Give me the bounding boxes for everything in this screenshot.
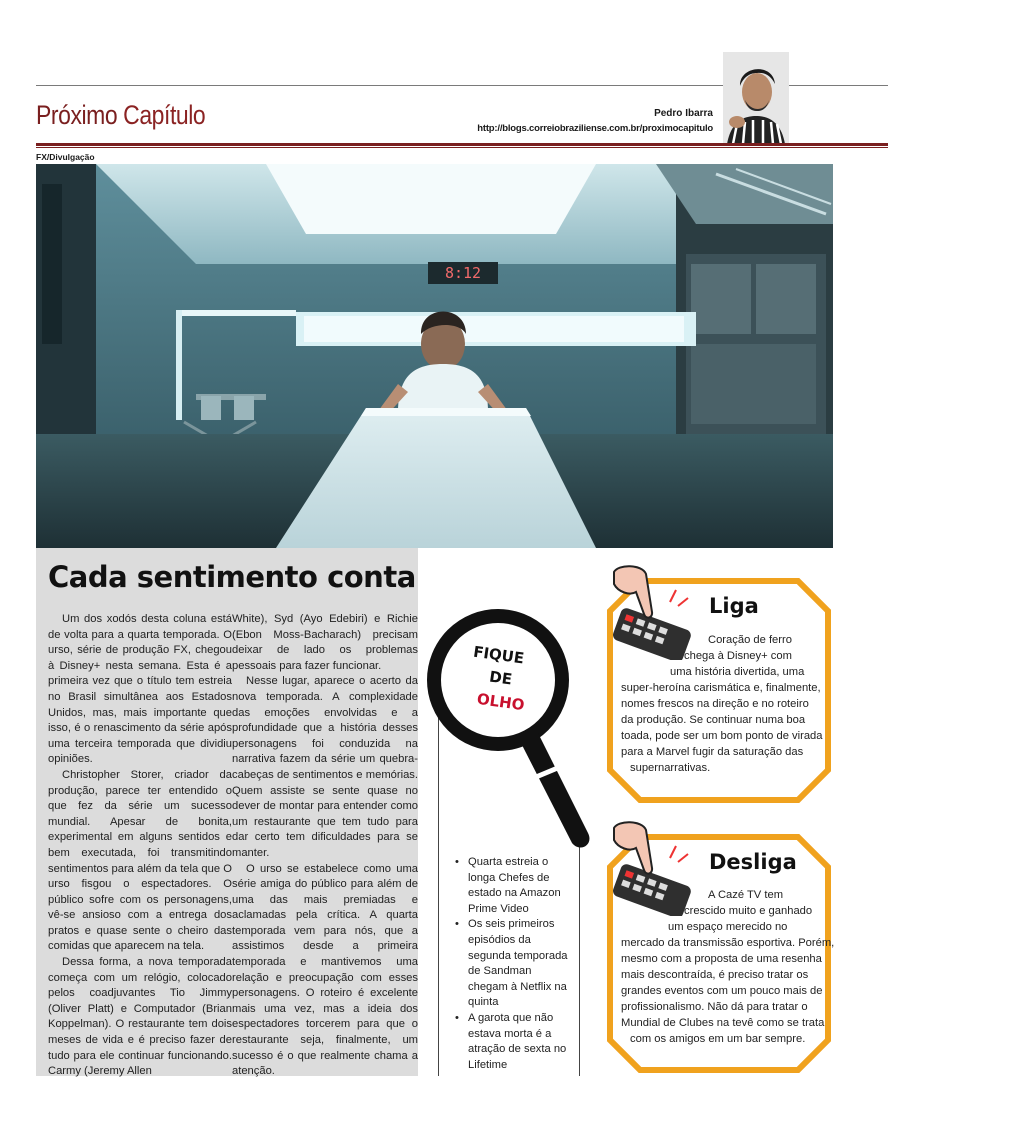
article-paragraph: Nesse lugar, aparece o acerto da nova temporada. A complexidade das emoções envolvidas e a profundidade que a história desses personagens foi conduzida na narrativa fazem da série um quebra-cabeças de sentimentos e memórias. Quem assiste se sente quase no dever de montar para entender como um restaurante que tem tudo para dar certo tem dificuldades para se manter. bbox=[232, 675, 418, 859]
desliga-title: Desliga bbox=[709, 850, 797, 874]
photo-credit: FX/Divulgação bbox=[36, 152, 95, 162]
fique-title-2: DE bbox=[488, 667, 514, 689]
fique-list bbox=[452, 855, 570, 1073]
desliga-line: Mundial de Clubes na tevê como se trata bbox=[621, 1017, 825, 1029]
main-photo bbox=[36, 164, 833, 548]
list-item: • A garota que não estava morta é a atração de sexta no Lifetime bbox=[452, 1011, 570, 1073]
fique-divider-right bbox=[579, 845, 580, 1076]
liga-line: supernarrativas. bbox=[630, 762, 711, 774]
author-photo bbox=[723, 52, 789, 144]
liga-line: toada, pode ser um bom ponto de virada bbox=[621, 730, 823, 742]
liga-line: super-heroína carismática e, finalmente, bbox=[621, 682, 821, 694]
desliga-line: grandes eventos com um pouco mais de bbox=[621, 985, 823, 997]
liga-line: nomes frescos na direção e no roteiro bbox=[621, 698, 809, 710]
liga-line: uma história divertida, uma bbox=[670, 666, 805, 678]
desliga-line: mais descontraída, é preciso tratar os bbox=[621, 969, 809, 981]
remote-hand-icon bbox=[606, 818, 698, 916]
article-headline: Cada sentimento conta bbox=[48, 560, 416, 594]
fique-title-3: OLHO bbox=[475, 689, 526, 715]
magnifier-icon bbox=[418, 605, 608, 855]
photo-clock-text: 8:12 bbox=[444, 264, 482, 282]
desliga-line: crescido muito e ganhado bbox=[684, 905, 813, 917]
header-bottom-rule bbox=[36, 143, 888, 146]
list-item: • Quarta estreia o longa Chefes de estado na Amazon Prime Video bbox=[452, 855, 570, 917]
column-title-part1: Próximo bbox=[36, 100, 118, 130]
desliga-line: um espaço merecido no bbox=[668, 921, 788, 933]
desliga-line: mercado da transmissão esportiva. Porém, bbox=[621, 937, 835, 949]
liga-title: Liga bbox=[709, 594, 759, 618]
header-bottom-thin-rule bbox=[36, 147, 888, 148]
column-title-part2: Capítulo bbox=[123, 100, 206, 130]
column-title bbox=[36, 100, 205, 131]
liga-line: da produção. Se continuar numa boa bbox=[621, 714, 806, 726]
article-column-1 bbox=[48, 612, 232, 1080]
liga-line: Coração de ferro bbox=[708, 634, 792, 646]
liga-line: chega à Disney+ com bbox=[684, 650, 792, 662]
liga-line: para a Marvel fugir da saturação das bbox=[621, 746, 804, 758]
desliga-line: profissionalismo. Não dá para tratar o bbox=[621, 1001, 808, 1013]
article-paragraph: Dessa forma, a nova temporada começa com um relógio, colocado pelos coadjuvantes Tio Jimmy (Oliver Platt) e Computador (Brian Koppelman). O restaurante tem dois meses de vida e é preciso fazer de tudo para ele continuar funcionando. Carmy (Jeremy Allen bbox=[48, 956, 232, 1078]
remote-hand-icon bbox=[606, 562, 698, 660]
article-paragraph: O urso se estabelece como uma série amiga do público para além de uma das mais premiadas e aclamadas pela crítica. A quarta temporada vem para nós, que a assistimos desde a primeira temporada e mantivemos uma relação e preocupação com esses personagens. O roteiro é excelente mais uma vez, mas a ideia dos espectadores torcerem para que o restaurante seja, finalmente, um sucesso é o que realmente chama a atenção. bbox=[232, 862, 418, 1078]
desliga-line: mesmo com a proposta de uma resenha bbox=[621, 953, 822, 965]
article-paragraph: Um dos xodós desta coluna está de volta para a quarta temporada. O urso, série de produção FX, chegou à Disney+ nesta semana. Esta é a primeira vez que o título tem estreia no Brasil simultânea aos Estados Unidos, mas, mais importante que isso, é o renascimento da série após uma terceira temporada que dividiu opiniões. bbox=[48, 613, 232, 766]
desliga-line: com os amigos em um bar sempre. bbox=[630, 1033, 806, 1045]
fique-title-1: FIQUE bbox=[472, 642, 526, 668]
author-name: Pedro Ibarra bbox=[654, 108, 713, 119]
article-column-2 bbox=[232, 612, 418, 1080]
author-url[interactable]: http://blogs.correiobraziliense.com.br/proximocapitulo bbox=[477, 123, 713, 134]
article-paragraph: Christopher Storer, criador da produção, parece ter entendido o que fez da série um sucesso mundial. Apesar de bonita, experimental em alguns sentidos e bem executada, foi transmitindo sentimentos para além da tela que O urso fisgou o espectadores. O público sofre com os personagens, vê-se ansioso com a entrega dos pratos e quase sente o cheiro das comidas que aparecem na tela. bbox=[48, 768, 232, 953]
list-item: • Os seis primeiros episódios da segunda temporada de Sandman chegam à Netflix na quinta bbox=[452, 917, 570, 1011]
article-paragraph: White), Syd (Ayo Edebiri) e Richie (Ebon Moss-Bacharach) precisam deixar de lado os problemas pessoais para fazer funcionar. bbox=[232, 613, 418, 672]
desliga-line: A Cazé TV tem bbox=[708, 889, 784, 901]
